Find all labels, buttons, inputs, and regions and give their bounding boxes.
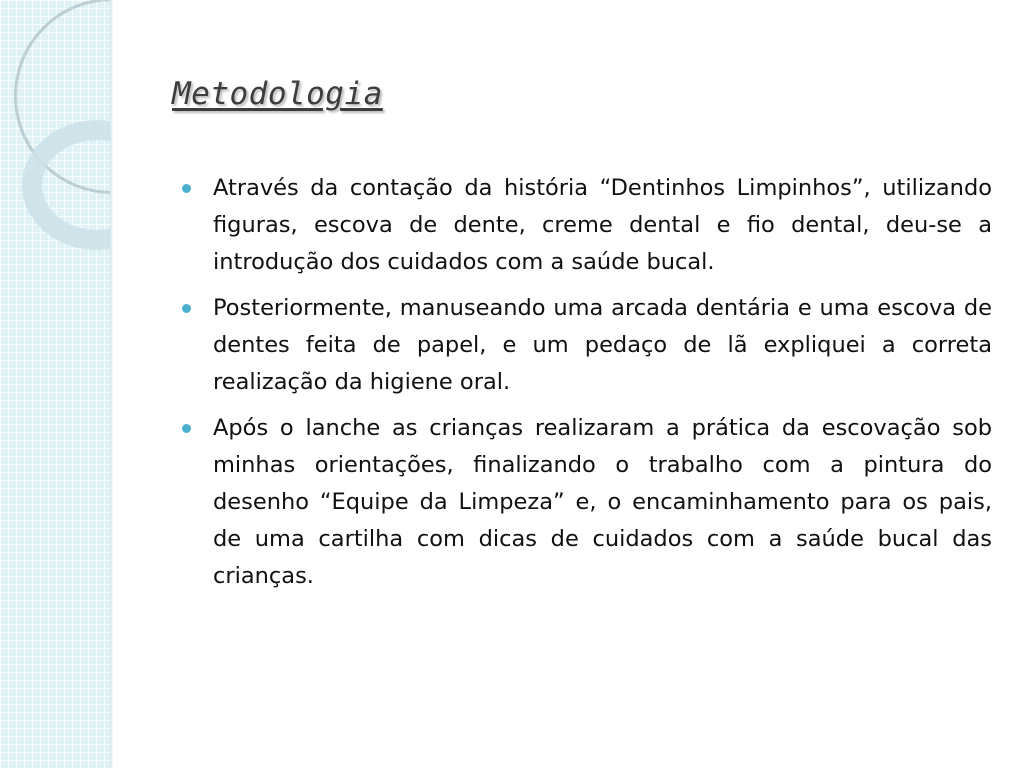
decorative-side-band bbox=[0, 0, 112, 768]
bullet-text: Após o lanche as crianças realizaram a prática da escovação sob minhas orientações, finalizando o trabalho com a pintura do desenho “Equipe da Limpeza” e, o encaminhamento para os pais, de uma cartilha com dicas de cuidados com a saúde bucal das crianças. bbox=[213, 415, 992, 589]
bullet-text: Posteriormente, manuseando uma arcada dentária e uma escova de dentes feita de papel, e um pedaço de lã expliquei a correta realização da higiene oral. bbox=[213, 295, 992, 395]
side-band-edge bbox=[110, 0, 113, 768]
bullet-dot-icon bbox=[182, 304, 191, 313]
slide-title: Metodologia bbox=[172, 76, 383, 112]
bullet-item bbox=[182, 290, 992, 401]
bullet-text: Através da contação da história “Dentinhos Limpinhos”, utilizando figuras, escova de dente, creme dental e fio dental, deu-se a introdução dos cuidados com a saúde bucal. bbox=[213, 175, 992, 275]
bullet-item bbox=[182, 410, 992, 595]
bullet-dot-icon bbox=[182, 184, 191, 193]
bullet-list bbox=[182, 170, 992, 604]
bullet-dot-icon bbox=[182, 424, 191, 433]
bullet-item bbox=[182, 170, 992, 281]
